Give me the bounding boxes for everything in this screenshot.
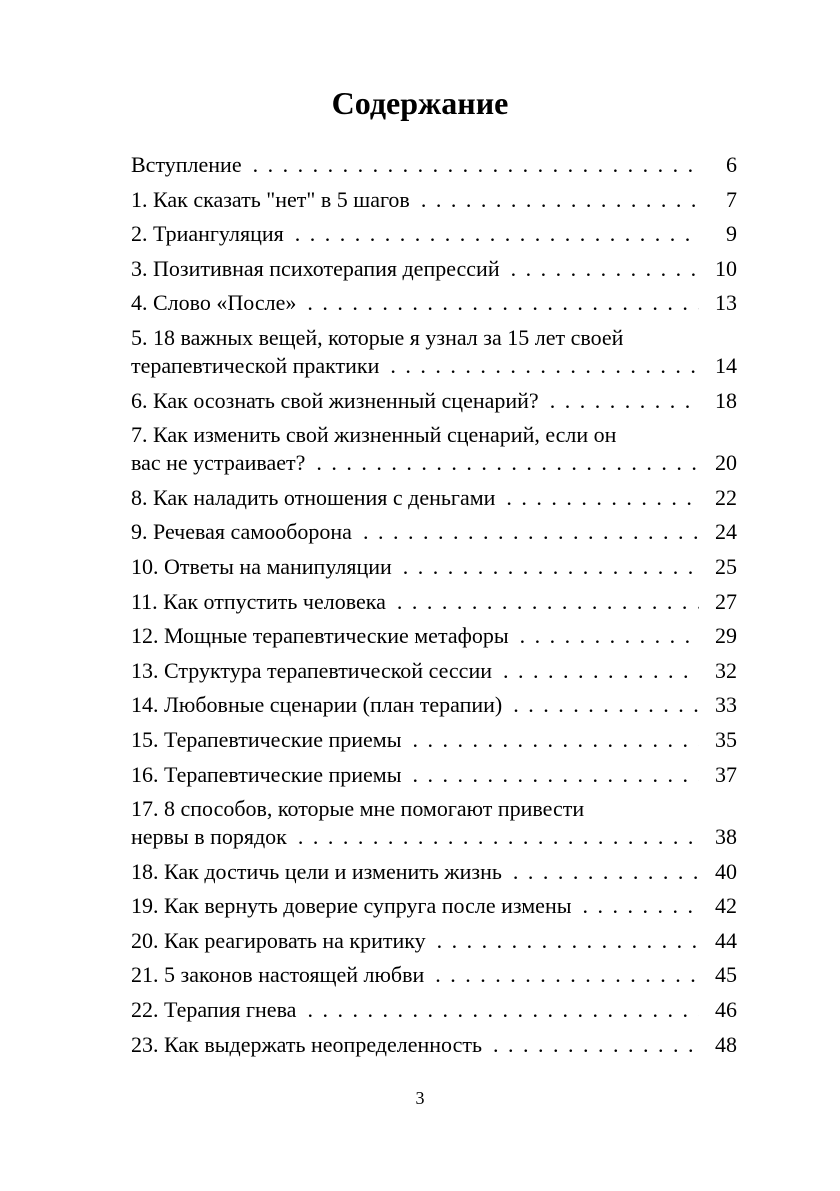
toc-entry-page-number: 42 (715, 893, 737, 919)
toc-entry-title: 4. Слово «После» (131, 290, 297, 316)
toc-entry-row (131, 518, 737, 546)
dot-leader (539, 387, 699, 415)
toc-entry-title: вас не устраивает? (131, 450, 306, 476)
dot-leader (296, 996, 699, 1024)
dot-leader (242, 151, 699, 179)
dot-leader (482, 1031, 699, 1059)
dot-leader (572, 892, 699, 920)
toc-entry (131, 795, 737, 851)
toc-entry-row (131, 289, 737, 317)
toc-entry (131, 691, 737, 719)
toc-entry-page-number: 45 (715, 962, 737, 988)
dot-leader (424, 961, 699, 989)
toc-entry-title: 14. Любовные сценарии (план терапии) (131, 692, 503, 718)
toc-entry-title: 9. Речевая самооборона (131, 519, 352, 545)
toc-entry-row (131, 858, 737, 886)
toc-entry-title: 1. Как сказать "нет" в 5 шагов (131, 186, 410, 212)
toc-entry-page-number: 25 (715, 553, 737, 579)
toc-entry (131, 622, 737, 650)
dot-leader (386, 588, 699, 616)
toc-entry (131, 726, 737, 754)
dot-leader (296, 289, 699, 317)
toc-entry (131, 892, 737, 920)
toc-entry-row (131, 553, 737, 581)
toc-entry-row (131, 352, 737, 380)
toc-entry-row (131, 151, 737, 179)
toc-entry-page-number: 9 (726, 221, 737, 247)
toc-entry (131, 1031, 737, 1059)
toc-entry-row (131, 622, 737, 650)
toc-entry-row (131, 996, 737, 1024)
toc-entry-row (131, 892, 737, 920)
dot-leader (426, 927, 699, 955)
toc-entry (131, 961, 737, 989)
toc-entry-page-number: 24 (715, 519, 737, 545)
dot-leader (287, 823, 699, 851)
toc-entry-row (131, 823, 737, 851)
dot-leader (492, 657, 699, 685)
toc-entry-row (131, 255, 737, 283)
toc-entry (131, 518, 737, 546)
dot-leader (502, 858, 699, 886)
toc-entry-title: 3. Позитивная психотерапия депрессий (131, 255, 500, 281)
toc-entry-page-number: 22 (715, 484, 737, 510)
toc-entry-title: 10. Ответы на манипуляции (131, 553, 392, 579)
dot-leader (509, 622, 699, 650)
toc-entry-title: Вступление (131, 152, 242, 177)
toc-entry (131, 151, 737, 179)
toc-entry (131, 255, 737, 283)
toc-entry-page-number: 29 (715, 623, 737, 649)
toc-entry (131, 553, 737, 581)
toc-entry-title-line: 7. Как изменить свой жизненный сценарий, если он (131, 422, 617, 448)
toc-entry (131, 996, 737, 1024)
toc-entry-title: 21. 5 законов настоящей любви (131, 962, 425, 988)
toc-entry-page-number: 40 (715, 858, 737, 884)
dot-leader (284, 220, 699, 248)
toc-entry-page-number: 46 (715, 997, 737, 1023)
dot-leader (402, 726, 700, 754)
toc-entry-title: 13. Структура терапевтической сессии (131, 657, 492, 683)
toc-entry-title: 15. Терапевтические приемы (131, 726, 402, 752)
dot-leader (379, 352, 699, 380)
toc-entry-title: 11. Как отпустить человека (131, 588, 386, 614)
toc-entry-page-number: 27 (715, 588, 737, 614)
dot-leader (305, 449, 699, 477)
dot-leader (402, 761, 700, 789)
toc-entry-row (131, 657, 737, 685)
toc-entry-page-number: 48 (715, 1031, 737, 1057)
toc-entry-row (131, 691, 737, 719)
toc-entry-title: 6. Как осознать свой жизненный сценарий? (131, 387, 539, 413)
toc-entry (131, 484, 737, 512)
toc-entry-row (131, 186, 737, 214)
toc-entry-row (131, 484, 737, 512)
toc-entry-title: 8. Как наладить отношения с деньгами (131, 484, 496, 510)
toc-entry (131, 421, 737, 477)
toc-entry-page-number: 20 (715, 450, 737, 476)
toc-entry-row (131, 927, 737, 955)
toc-entry-title: нервы в порядок (131, 824, 287, 850)
toc-entry-page-number: 33 (715, 692, 737, 718)
toc-entry-row (131, 449, 737, 477)
toc-entry-page-number: 38 (715, 824, 737, 850)
toc-entry (131, 324, 737, 380)
toc-entry-title: 23. Как выдержать неопределенность (131, 1031, 483, 1057)
toc-entry (131, 761, 737, 789)
toc-entry-row (131, 761, 737, 789)
toc-entry-title-line: 5. 18 важных вещей, которые я узнал за 15 лет своей (131, 324, 624, 350)
toc-entry-page-number: 44 (715, 927, 737, 953)
toc-entry-title-line: 17. 8 способов, которые мне помогают привести (131, 796, 585, 822)
dot-leader (500, 255, 699, 283)
toc-entry-title: терапевтической практики (131, 352, 380, 378)
dot-leader (495, 484, 699, 512)
toc-entry-page-number: 13 (715, 290, 737, 316)
page-number: 3 (415, 1088, 425, 1108)
toc-entry-page-number: 6 (726, 152, 737, 177)
toc-entry-title: 12. Мощные терапевтические метафоры (131, 623, 509, 649)
toc-entry (131, 220, 737, 248)
page-title: Содержание (331, 85, 509, 121)
toc-entry-page-number: 32 (715, 657, 737, 683)
toc-entry-row (131, 220, 737, 248)
dot-leader (352, 518, 699, 546)
toc-entry-page-number: 35 (715, 726, 737, 752)
toc-entry-title: 16. Терапевтические приемы (131, 761, 402, 787)
toc-entry-page-number: 10 (715, 255, 737, 281)
toc-entry-page-number: 14 (715, 352, 737, 378)
toc-entry-row (131, 387, 737, 415)
toc-entry-page-number: 37 (715, 761, 737, 787)
toc-entry-row (131, 961, 737, 989)
toc-entry-title: 22. Терапия гнева (131, 997, 297, 1023)
toc-entry-row (131, 1031, 737, 1059)
toc-entry (131, 289, 737, 317)
toc-entry (131, 186, 737, 214)
table-of-contents (131, 151, 737, 1065)
toc-entry-title: 19. Как вернуть доверие супруга после измены (131, 893, 572, 919)
toc-entry-row (131, 726, 737, 754)
dot-leader (410, 186, 699, 214)
toc-entry (131, 657, 737, 685)
toc-entry (131, 588, 737, 616)
toc-entry (131, 927, 737, 955)
toc-entry-title: 20. Как реагировать на критику (131, 927, 426, 953)
toc-entry-row (131, 588, 737, 616)
toc-entry-page-number: 7 (726, 186, 737, 212)
toc-entry-title: 18. Как достичь цели и изменить жизнь (131, 858, 502, 884)
toc-entry-page-number: 18 (715, 387, 737, 413)
toc-entry-title: 2. Триангуляция (131, 221, 284, 247)
dot-leader (392, 553, 699, 581)
toc-entry (131, 387, 737, 415)
dot-leader (502, 691, 699, 719)
toc-entry (131, 858, 737, 886)
